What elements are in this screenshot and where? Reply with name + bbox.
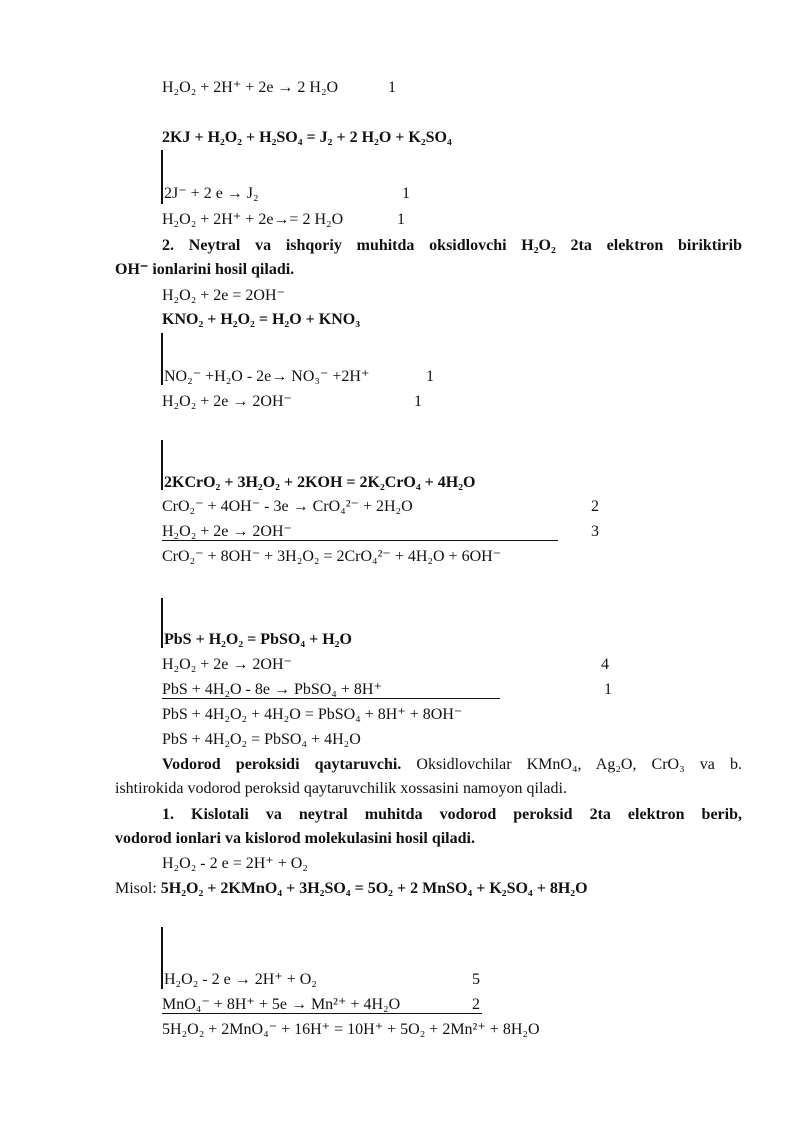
half-reaction: H₂O₂ + 2e → 2OH⁻ bbox=[162, 656, 292, 673]
paragraph-cont: ishtirokida vodorod peroksid qaytaruvchilik xossasini namoyon qiladi. bbox=[115, 780, 567, 797]
coefficient: 4 bbox=[601, 656, 609, 673]
section-heading-cont: OH⁻ ionlarini hosil qiladi. bbox=[115, 261, 295, 278]
coefficient: 1 bbox=[402, 185, 410, 202]
half-reaction: H₂O₂ + 2H⁺ + 2e→= 2 H₂O bbox=[162, 211, 344, 228]
coefficient: 2 bbox=[472, 996, 480, 1013]
bracket-line bbox=[161, 333, 163, 385]
half-reaction: H₂O₂ + 2e → 2OH⁻ bbox=[162, 523, 292, 540]
example-line bbox=[115, 879, 588, 899]
half-reaction: 2J⁻ + 2 e → J₂ bbox=[164, 185, 259, 202]
example-label: Misol: bbox=[115, 880, 157, 897]
half-reaction: H₂O₂ + 2e = 2OH⁻ bbox=[162, 287, 285, 304]
half-reaction: NO₂⁻ +H₂O - 2e→ NO₃⁻ +2H⁺ bbox=[164, 368, 370, 385]
coefficient: 1 bbox=[388, 79, 396, 96]
reaction-equation: 2KJ + H₂O₂ + H₂SO₄ = J₂ + 2 H₂O + K₂SO₄ bbox=[162, 129, 452, 146]
sum-underline bbox=[162, 540, 558, 541]
net-reaction: PbS + 4H₂O₂ = PbSO₄ + 4H₂O bbox=[162, 731, 361, 748]
half-reaction: PbS + 4H₂O - 8e → PbSO₄ + 8H⁺ bbox=[162, 681, 382, 698]
reaction-equation: 2KCrO₂ + 3H₂O₂ + 2KOH = 2K₂CrO₄ + 4H₂O bbox=[164, 474, 476, 491]
coefficient: 1 bbox=[604, 681, 612, 698]
paragraph-text: Oksidlovchilar KMnO₄, Ag₂O, CrO₃ va b. bbox=[416, 756, 743, 773]
net-reaction: 5H₂O₂ + 2MnO₄⁻ + 16H⁺ = 10H⁺ + 5O₂ + 2Mn²⁺ + 8H₂O bbox=[162, 1021, 540, 1038]
sum-underline bbox=[162, 698, 500, 699]
bracket-line bbox=[161, 150, 163, 204]
bracket-line bbox=[161, 440, 163, 490]
half-reaction: H₂O₂ - 2 e → 2H⁺ + O₂ bbox=[164, 971, 317, 988]
sum-underline bbox=[162, 1013, 482, 1014]
coefficient: 1 bbox=[414, 393, 422, 410]
reaction-equation: PbS + H₂O₂ = PbSO₄ + H₂O bbox=[164, 631, 352, 648]
paragraph bbox=[162, 755, 742, 775]
coefficient: 2 bbox=[591, 498, 599, 515]
reaction-equation: 5H₂O₂ + 2KMnO₄ + 3H₂SO₄ = 5O₂ + 2 MnSO₄ + K₂SO₄ + 8H₂O bbox=[160, 880, 588, 897]
section-heading-cont: vodorod ionlari va kislorod molekulasini hosil qiladi. bbox=[115, 830, 475, 847]
paragraph-lead: Vodorod peroksidi qaytaruvchi. bbox=[162, 756, 402, 773]
half-reaction: CrO₂⁻ + 4OH⁻ - 3e → CrO₄²⁻ + 2H₂O bbox=[162, 498, 413, 515]
half-reaction: H₂O₂ + 2e → 2OH⁻ bbox=[162, 393, 292, 410]
coefficient: 3 bbox=[591, 523, 599, 540]
coefficient: 1 bbox=[426, 368, 434, 385]
half-reaction: H₂O₂ + 2H⁺ + 2e → 2 H₂O bbox=[162, 79, 339, 96]
coefficient: 1 bbox=[397, 211, 405, 228]
net-reaction: PbS + 4H₂O₂ + 4H₂O = PbSO₄ + 8H⁺ + 8OH⁻ bbox=[162, 706, 463, 723]
bracket-line bbox=[161, 598, 163, 648]
coefficient: 5 bbox=[472, 971, 480, 988]
reaction-equation: KNO₂ + H₂O₂ = H₂O + KNO₃ bbox=[162, 311, 361, 328]
net-reaction: CrO₂⁻ + 8OH⁻ + 3H₂O₂ = 2CrO₄²⁻ + 4H₂O + 6OH⁻ bbox=[162, 548, 502, 565]
section-heading: 1. Kislotali va neytral muhitda vodorod peroksid 2ta elektron berib, bbox=[162, 806, 742, 823]
half-reaction: H₂O₂ - 2 e = 2H⁺ + O₂ bbox=[162, 855, 308, 872]
bracket-line bbox=[161, 927, 163, 989]
section-heading: 2. Neytral va ishqoriy muhitda oksidlovchi H₂O₂ 2ta elektron biriktirib bbox=[162, 237, 742, 254]
half-reaction: MnO₄⁻ + 8H⁺ + 5e → Mn²⁺ + 4H₂O bbox=[162, 996, 401, 1013]
